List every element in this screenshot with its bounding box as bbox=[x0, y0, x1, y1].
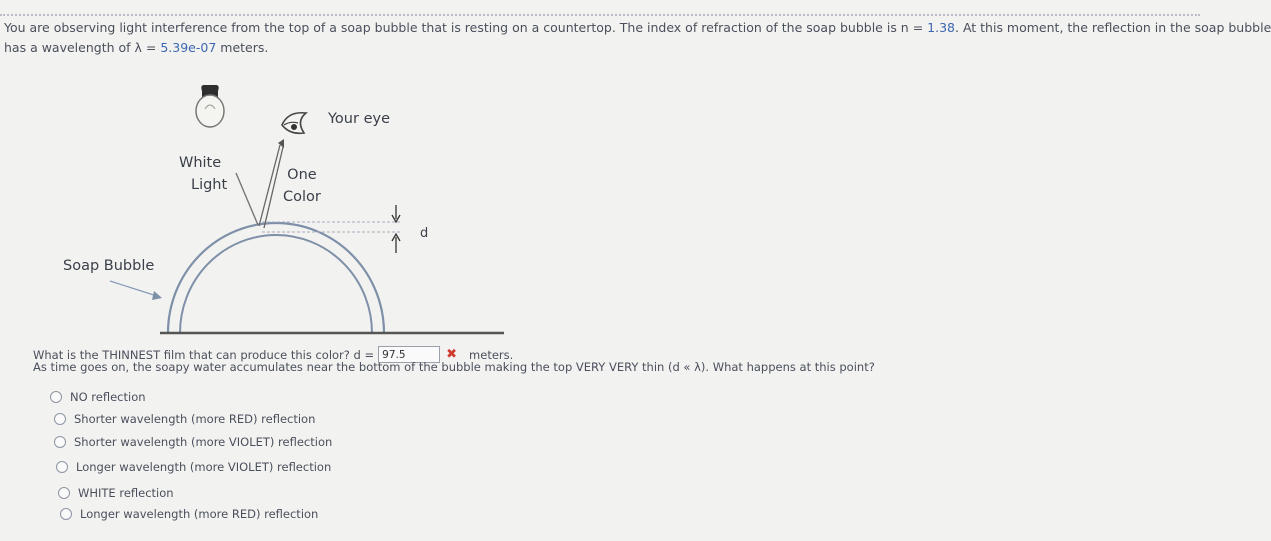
answer-units: meters. bbox=[469, 347, 514, 362]
radio-button[interactable] bbox=[58, 487, 70, 499]
thickness-answer-input[interactable]: 97.5 bbox=[378, 346, 440, 363]
question-1-prompt: What is the THINNEST film that can produce this color? d = bbox=[33, 347, 375, 362]
radio-button[interactable] bbox=[54, 413, 66, 425]
radio-button[interactable] bbox=[50, 391, 62, 403]
problem-line-1: You are observing light interference from the top of a soap bubble that is resting on a countertop. The index of refraction of the soap bubble is n = 1.38. At this moment, the reflection in the soap bubble bbox=[4, 20, 1271, 35]
radio-button[interactable] bbox=[54, 436, 66, 448]
option-longer-violet[interactable]: Longer wavelength (more VIOLET) reflection bbox=[56, 460, 331, 474]
option-longer-red[interactable]: Longer wavelength (more RED) reflection bbox=[60, 507, 318, 521]
lambda-value: 5.39e-07 bbox=[160, 40, 217, 55]
soap-bubble-label: Soap Bubble bbox=[63, 258, 155, 274]
problem-line-2: has a wavelength of λ = 5.39e-07 meters. bbox=[4, 40, 269, 55]
thickness-arrows bbox=[392, 205, 400, 253]
radio-button[interactable] bbox=[56, 461, 68, 473]
option-white-reflection[interactable]: WHITE reflection bbox=[58, 486, 174, 500]
light-bulb-icon bbox=[196, 85, 224, 127]
top-divider bbox=[0, 14, 1200, 16]
wrong-x-icon: ✖ bbox=[446, 347, 458, 362]
problem-statement bbox=[4, 18, 1271, 58]
one-color-label: One Color bbox=[283, 167, 321, 205]
soap-bubble-pointer bbox=[110, 281, 162, 300]
n-value: 1.38 bbox=[927, 20, 955, 35]
question-2-prompt: As time goes on, the soapy water accumulates near the bottom of the bubble making the top VERY VERY thin (d « λ). What happens at this point? bbox=[33, 360, 875, 374]
eye-icon bbox=[282, 113, 306, 134]
your-eye-label: Your eye bbox=[328, 111, 390, 127]
thickness-d-label: d bbox=[420, 226, 429, 241]
soap-bubble-diagram bbox=[0, 75, 520, 349]
option-no-reflection[interactable]: NO reflection bbox=[50, 390, 146, 404]
reflected-ray bbox=[259, 139, 284, 228]
white-light-ray bbox=[236, 173, 258, 225]
option-shorter-violet[interactable]: Shorter wavelength (more VIOLET) reflection bbox=[54, 435, 332, 449]
radio-button[interactable] bbox=[60, 508, 72, 520]
option-shorter-red[interactable]: Shorter wavelength (more RED) reflection bbox=[54, 412, 315, 426]
bubble-dome bbox=[168, 223, 384, 333]
diagram-drawing bbox=[0, 75, 520, 345]
white-light-label: White Light bbox=[179, 155, 228, 193]
